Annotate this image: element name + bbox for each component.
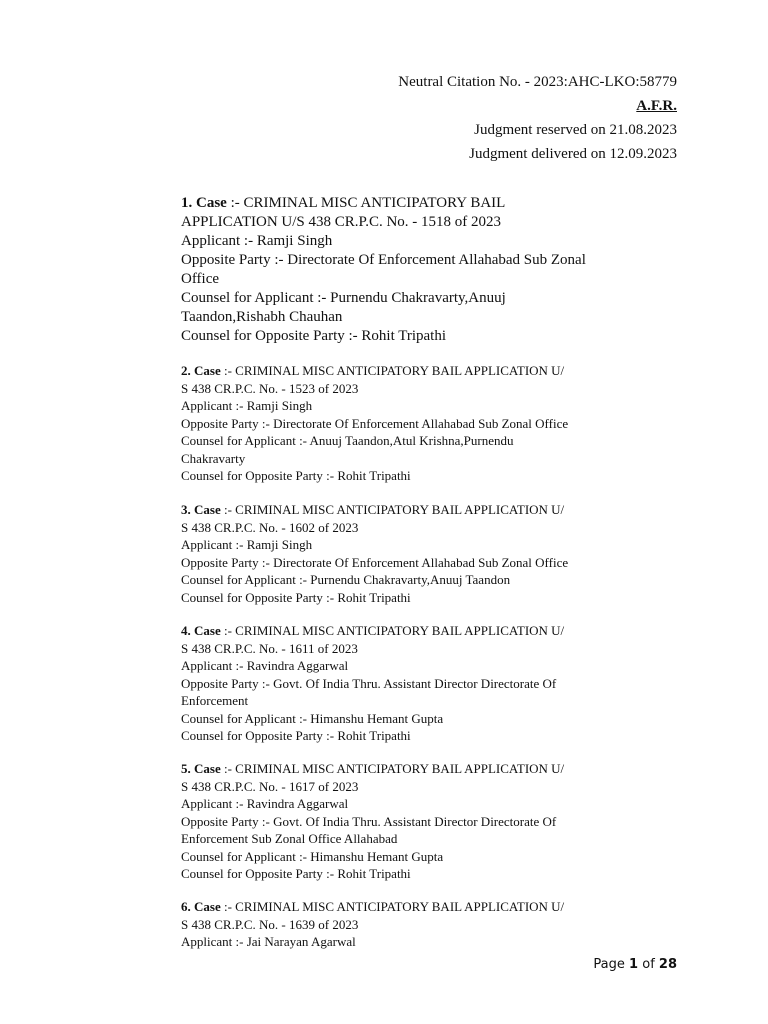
judgment-delivered-date: Judgment delivered on 12.09.2023 [469,146,677,162]
neutral-citation: Neutral Citation No. - 2023:AHC-LKO:58779 [398,74,677,90]
case-opposite-party: Opposite Party :- Directorate Of Enforcement Allahabad Sub Zonal Office [181,415,569,431]
judgment-header [398,70,677,166]
case-counsel-applicant: Counsel for Applicant :- Himanshu Hemant Gupta [181,710,444,726]
case-block-5 [181,760,681,883]
case-block-4 [181,622,681,745]
case-title: 3. Case :- CRIMINAL MISC ANTICIPATORY BAIL APPLICATION U/ S 438 CR.P.C. No. - 1602 of 2023 [181,502,565,535]
case-block-1 [181,194,681,346]
case-opposite-party: Opposite Party :- Govt. Of India Thru. Assistant Director Directorate Of Enforcement Sub Zonal Office Allahabad [181,813,557,846]
case-title: 4. Case :- CRIMINAL MISC ANTICIPATORY BAIL APPLICATION U/ S 438 CR.P.C. No. - 1611 of 2023 [181,623,565,656]
case-counsel-opposite: Counsel for Opposite Party :- Rohit Tripathi [181,728,411,743]
case-counsel-opposite: Counsel for Opposite Party :- Rohit Tripathi [181,468,411,483]
page-number: Page 1 of 28 [593,957,677,972]
case-counsel-applicant: Counsel for Applicant :- Himanshu Hemant Gupta [181,848,444,864]
case-opposite-party: Opposite Party :- Directorate Of Enforcement Allahabad Sub Zonal Office [181,554,569,570]
case-counsel-opposite: Counsel for Opposite Party :- Rohit Tripathi [181,328,447,344]
case-counsel-opposite: Counsel for Opposite Party :- Rohit Tripathi [181,866,411,881]
case-block-6 [181,898,681,951]
case-block-3 [181,501,681,606]
judgment-reserved-date: Judgment reserved on 21.08.2023 [474,122,677,138]
case-applicant: Applicant :- Ravindra Aggarwal [181,658,349,673]
case-applicant: Applicant :- Jai Narayan Agarwal [181,934,356,949]
case-title: 2. Case :- CRIMINAL MISC ANTICIPATORY BAIL APPLICATION U/ S 438 CR.P.C. No. - 1523 of 2023 [181,363,565,396]
case-counsel-applicant: Counsel for Applicant :- Anuuj Taandon,Atul Krishna,Purnendu Chakravarty [181,433,514,466]
case-applicant: Applicant :- Ravindra Aggarwal [181,796,349,811]
case-title: 1. Case :- CRIMINAL MISC ANTICIPATORY BAIL APPLICATION U/S 438 CR.P.C. No. - 1518 of 2023 [181,195,506,230]
case-applicant: Applicant :- Ramji Singh [181,398,313,413]
case-applicant: Applicant :- Ramji Singh [181,233,333,249]
case-opposite-party: Opposite Party :- Govt. Of India Thru. Assistant Director Directorate Of Enforcement [181,675,557,708]
case-counsel-applicant: Counsel for Applicant :- Purnendu Chakravarty,Anuuj Taandon [181,572,511,587]
case-opposite-party: Opposite Party :- Directorate Of Enforcement Allahabad Sub Zonal Office [181,252,586,287]
case-block-2 [181,362,681,485]
case-applicant: Applicant :- Ramji Singh [181,537,313,552]
afr-label: A.F.R. [636,98,677,114]
case-counsel-applicant: Counsel for Applicant :- Purnendu Chakravarty,Anuuj Taandon,Rishabh Chauhan [181,290,506,325]
case-title: 6. Case :- CRIMINAL MISC ANTICIPATORY BAIL APPLICATION U/ S 438 CR.P.C. No. - 1639 of 2023 [181,899,565,932]
case-title: 5. Case :- CRIMINAL MISC ANTICIPATORY BAIL APPLICATION U/ S 438 CR.P.C. No. - 1617 of 2023 [181,761,565,794]
case-counsel-opposite: Counsel for Opposite Party :- Rohit Tripathi [181,589,411,605]
